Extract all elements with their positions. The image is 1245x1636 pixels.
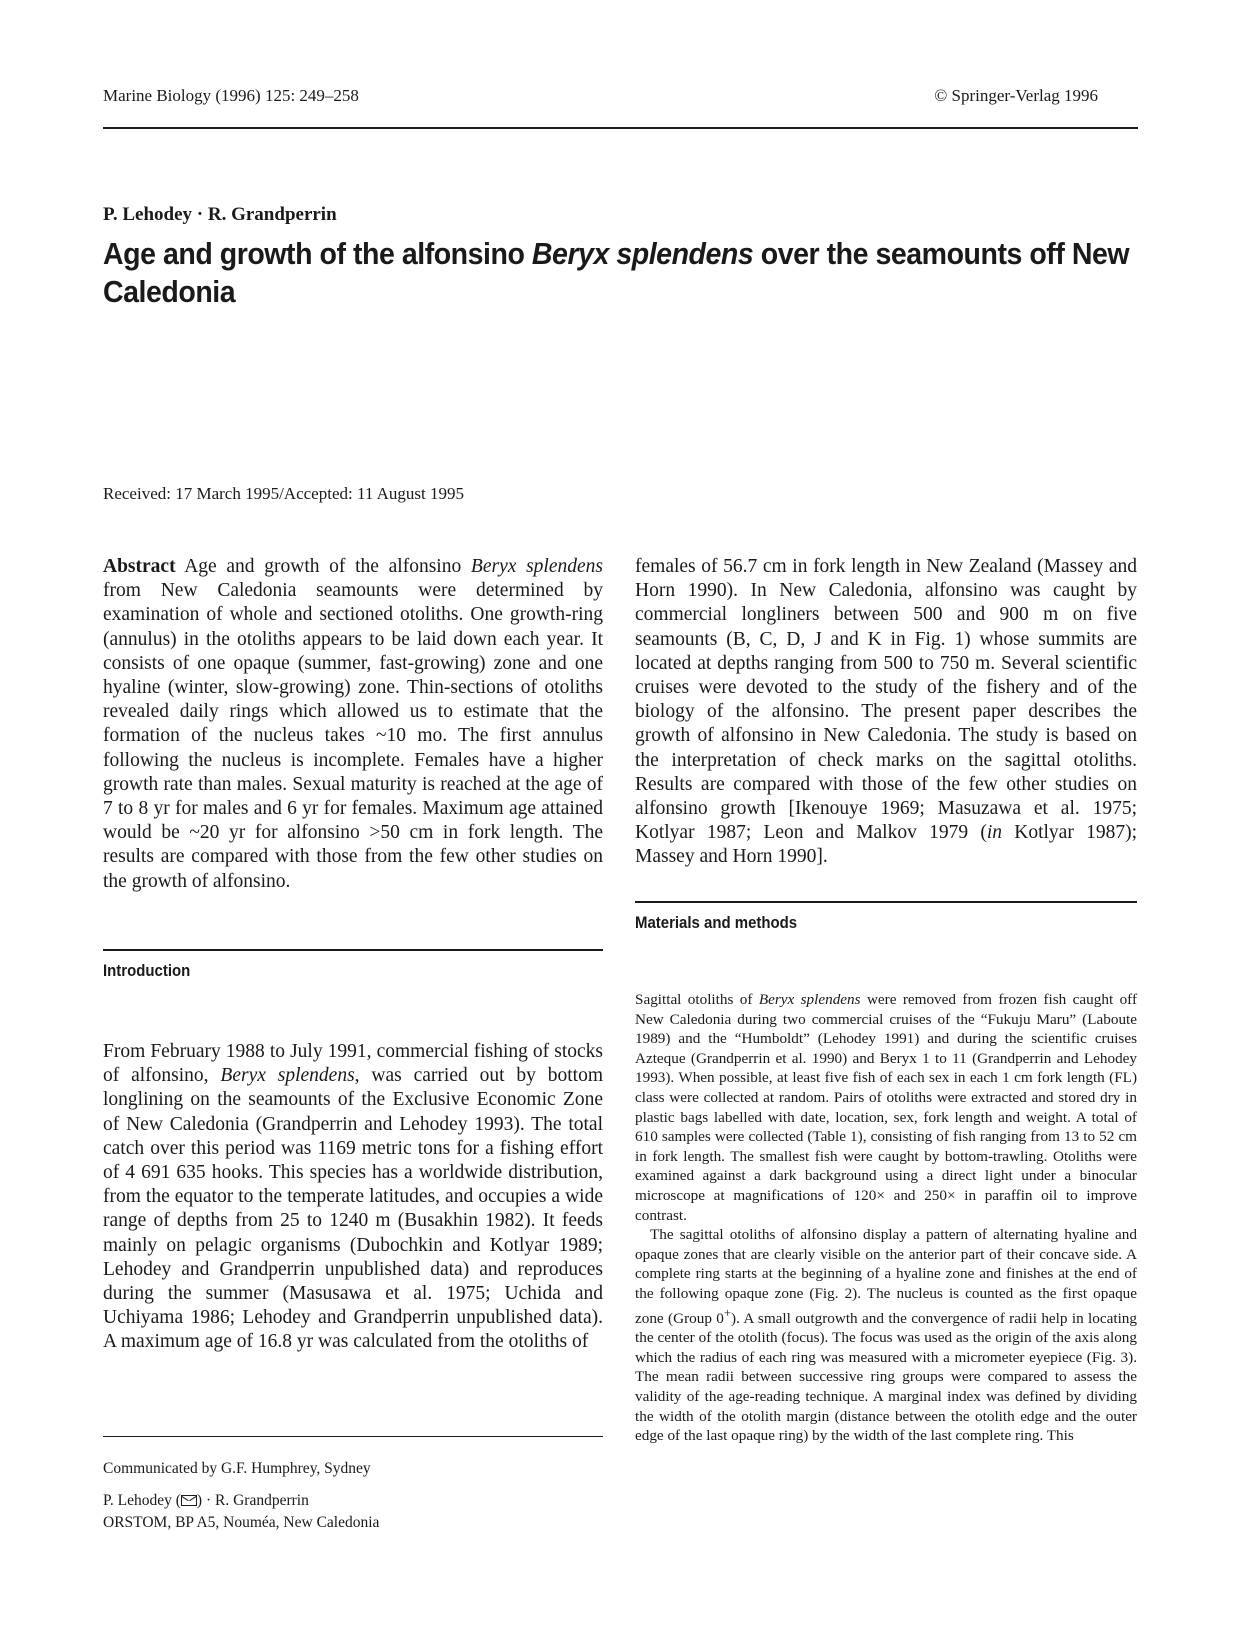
received-dates: Received: 17 March 1995/Accepted: 11 August 1995 xyxy=(103,484,465,503)
introduction-rule xyxy=(103,949,603,951)
envelope-icon xyxy=(181,1495,197,1506)
journal-citation: Marine Biology (1996) 125: 249–258 xyxy=(103,86,359,105)
copyright-notice: © Springer-Verlag 1996 xyxy=(934,86,1098,105)
author-address: ORSTOM, BP A5, Nouméa, New Caledonia xyxy=(103,1514,380,1531)
header-rule xyxy=(103,127,1138,129)
author-list: P. Lehodey · R. Grandperrin xyxy=(103,204,337,225)
introduction-body: From February 1988 to July 1991, commercial fishing of stocks of alfonsino, Beryx splendens, was carried out by bottom longlining on the seamounts of the Exclusive Economic Zone of New Caledonia (Grandperrin and Lehodey 1993). The total catch over this period was 1169 metric tons for a fishing effort of 4 691 635 hooks. This species has a worldwide distribution, from the equator to the temperate latitudes, and occupies a wide range of depths from 25 to 1240 m (Busakhin 1982). It feeds mainly on pelagic organisms (Dubochkin and Kotlyar 1989; Lehodey and Grandperrin unpublished data) and reproduces during the summer (Masusawa et al. 1975; Uchida and Uchiyama 1986; Lehodey and Grandperrin unpublished data). A maximum age of 16.8 yr was calculated from the otoliths of xyxy=(103,1041,603,1353)
abstract: Abstract Age and growth of the alfonsino Beryx splendens from New Caledonia seamounts were determined by examination of whole and sectioned otoliths. One growth-ring (annulus) in the otoliths appears to be laid down each year. It consists of one opaque (summer, fast-growing) zone and one hyaline (winter, slow-growing) zone. Thin-sections of otoliths revealed daily rings which allowed us to estimate that the formation of the nucleus takes ~10 mo. The first annulus following the nucleus is incomplete. Females have a higher growth rate than males. Sexual maturity is reached at the age of 7 to 8 yr for males and 6 yr for females. Maximum age attained would be ~20 yr for alfonsino >50 cm in fork length. The results are compared with those from the few other studies on the growth of alfonsino. xyxy=(103,556,603,892)
footnote-rule xyxy=(103,1436,603,1437)
introduction-continued: females of 56.7 cm in fork length in New Zealand (Massey and Horn 1990). In New Caledonia, alfonsino was caught by commercial longliners between 500 and 900 m on five seamounts (B, C, D, J and K in Fig. 1) whose summits are located at depths ranging from 500 to 750 m. Several scientific cruises were devoted to the study of the fishery and of the biology of the alfonsino. The present paper describes the growth of alfonsino in New Caledonia. The study is based on the interpretation of check marks on the sagittal otoliths. Results are compared with those of the few other studies on alfonsino growth [Ikenouye 1969; Masuzawa et al. 1975; Kotlyar 1987; Leon and Malkov 1979 (in Kotlyar 1987); Massey and Horn 1990]. xyxy=(635,556,1137,868)
communicated-by: Communicated by G.F. Humphrey, Sydney xyxy=(103,1460,371,1477)
methods-paragraph: Sagittal otoliths of Beryx splendens were removed from frozen fish caught off New Caledonia during two commercial cruises of the “Fukuju Maru” (Laboute 1989) and the “Humboldt” (Lehodey 1991) and during the scientific cruises Azteque (Grandperrin et al. 1990) and Beryx 1 to 11 (Grandperrin and Lehodey 1993). When possible, at least five fish of each sex in each 1 cm fork length (FL) class were collected at random. Pairs of otoliths were extracted and stored dry in plastic bags labelled with date, location, sex, fork length and weight. A total of 610 samples were collected (Table 1), consisting of fish ranging from 13 to 52 cm in fork length. The smallest fish were caught by bottom-trawling. Otoliths were examined against a dark background using a direct light under a binocular microscope at magnifications of 120× and 250× in paraffin oil to improve contrast. xyxy=(635,991,1137,1224)
methods-body xyxy=(635,990,1137,1446)
introduction-heading: Introduction xyxy=(103,961,191,980)
article-title: Age and growth of the alfonsino Beryx splendens over the seamounts off New Caledonia xyxy=(103,236,1130,309)
corresponding-author: P. Lehodey ( ) · R. Grandperrin xyxy=(103,1492,309,1509)
methods-paragraph: The sagittal otoliths of alfonsino display a pattern of alternating hyaline and opaque zones that are clearly visible on the anterior part of their concave side. A complete ring starts at the beginning of a hyaline zone and finishes at the end of the following opaque zone (Fig. 2). The nucleus is counted as the first opaque zone (Group 0+). A small outgrowth and the convergence of radii help in locating the center of the otolith (focus). The focus was used as the origin of the axis along which the radius of each ring was measured with a micrometer eyepiece (Fig. 3). The mean radii between successive ring groups were compared to assess the validity of the age-reading technique. A marginal index was defined by dividing the width of the otolith margin (distance between the otolith edge and the outer edge of the last opaque ring) by the width of the last complete ring. This xyxy=(635,1226,1137,1445)
methods-heading: Materials and methods xyxy=(635,913,798,932)
abstract-label: Abstract xyxy=(103,556,176,577)
methods-rule xyxy=(635,901,1137,903)
